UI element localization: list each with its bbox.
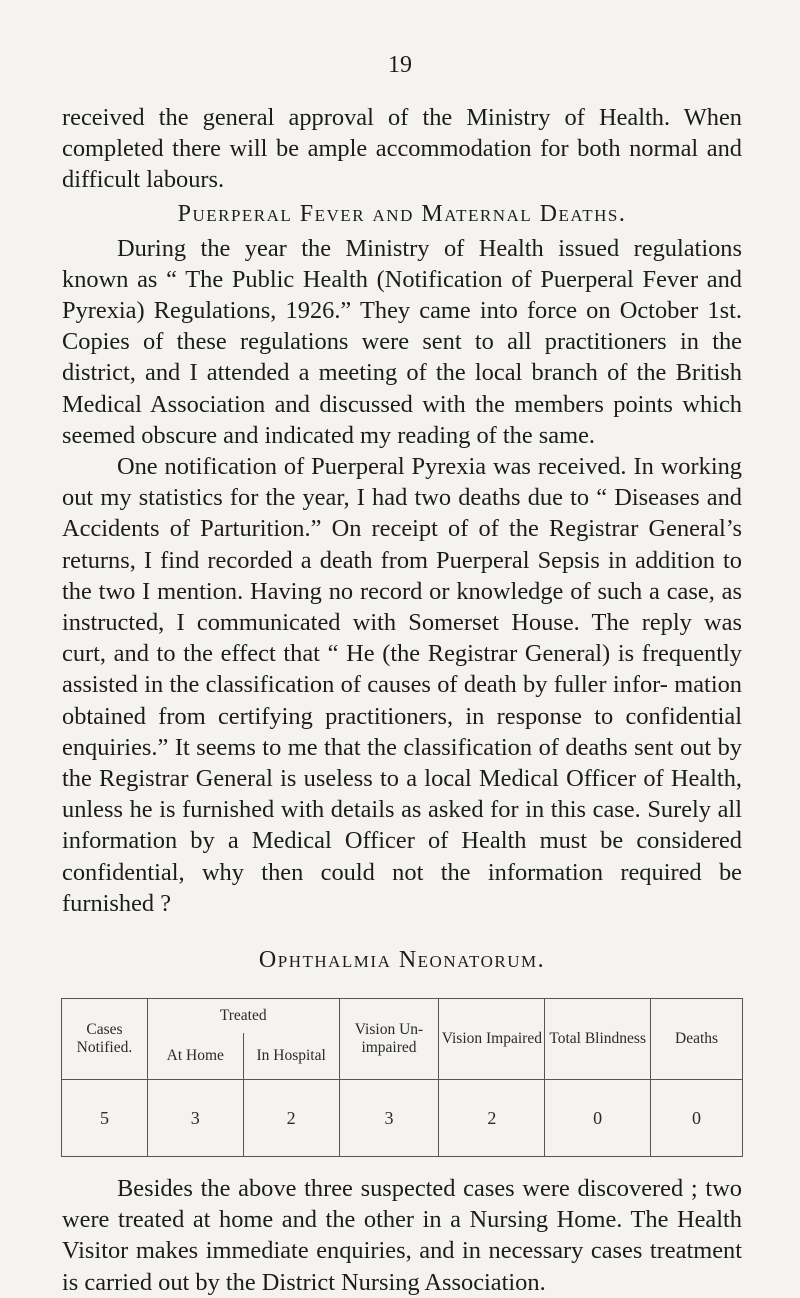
header-cases-notified: Cases Notified. xyxy=(62,999,148,1080)
cell-in-hospital: 2 xyxy=(243,1080,339,1157)
header-vision-unimpaired: Vision Un- impaired xyxy=(339,999,439,1080)
heading-puerperal-fever: Puerperal Fever and Maternal Deaths. xyxy=(177,200,627,227)
cell-cases-notified: 5 xyxy=(62,1080,148,1157)
header-treated: Treated xyxy=(147,999,339,1034)
header-deaths: Deaths xyxy=(651,999,743,1080)
paragraph-notification: One notification of Puerperal Pyrexia was received. In working out my statistics for the year, I had two deaths due to “ Diseases and Accidents of Parturition.” On receipt of of the Registrar General’s returns, I find recorded a death from Puerperal Sepsis in addition to the two I mention. Having no record or knowledge of such a case, as instructed, I communicated with Somerset House. The reply was curt, and to the effect that “ He (the Registrar General) is frequently assisted in the classification of causes of death by fuller infor- mation obtained from certifying practitioners, in response to confidential enquiries.” It seems to me that the classification of deaths sent out by the Registrar General is useless to a local Medical Officer of Health, unless he is furnished with details as asked for in this case. Surely all information by a Medical Officer of Health must be considered confidential, why then could not the information required be furnished ? xyxy=(62,453,742,917)
paragraph-regulations: During the year the Ministry of Health issued regulations known as “ The Public Health (Notification of Puerperal Fever and Pyrexia) Regulations, 1926.” They came into force on October 1st. Copies of these regulations were sent to all practitioners in the district, and I attended a meeting of the local branch of the British Medical Association and discussed with the members points which seemed obscure and indicated my reading of the same. xyxy=(62,234,742,449)
table-row xyxy=(62,1080,743,1157)
table-header-row xyxy=(62,999,743,1034)
cell-at-home: 3 xyxy=(147,1080,243,1157)
cell-deaths: 0 xyxy=(651,1080,743,1157)
cell-total-blindness: 0 xyxy=(545,1080,651,1157)
header-in-hospital: In Hospital xyxy=(243,1033,339,1080)
cell-vision-unimpaired: 3 xyxy=(339,1080,439,1157)
text-column xyxy=(62,102,742,1298)
cell-vision-impaired: 2 xyxy=(439,1080,545,1157)
ophthalmia-table xyxy=(61,998,743,1157)
heading-ophthalmia-neonatorum: Ophthalmia Neonatorum. xyxy=(258,947,546,974)
header-at-home: At Home xyxy=(147,1033,243,1080)
intro-paragraph: received the general approval of the Ministry of Health. When completed there will be ample accommodation for both normal and difficult labours. xyxy=(62,104,742,194)
header-vision-impaired: Vision Impaired xyxy=(439,999,545,1080)
paragraph-after-table: Besides the above three suspected cases were discovered ; two were treated at home and the other in a Nursing Home. The Health Visitor makes immediate enquiries, and in necessary cases treatment is carried out by the District Nursing Association. xyxy=(62,1175,742,1296)
page-number: 19 xyxy=(388,52,412,78)
header-total-blindness: Total Blindness xyxy=(545,999,651,1080)
